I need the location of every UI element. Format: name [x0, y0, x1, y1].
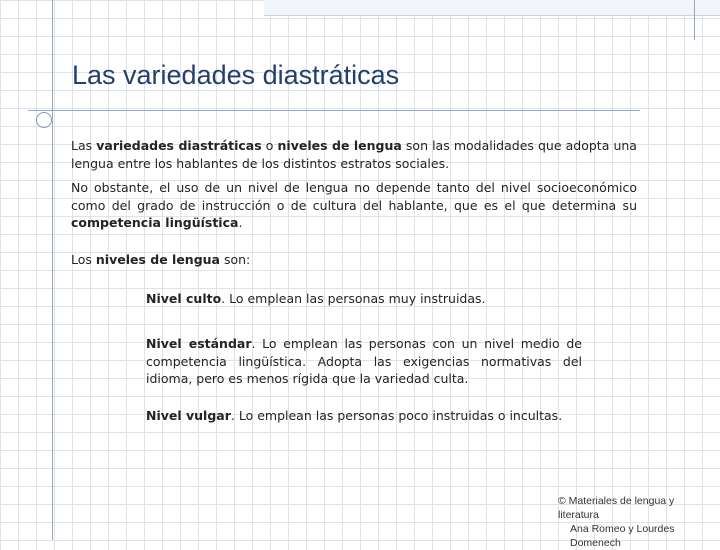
level-item-culto — [146, 290, 582, 308]
term-variedades-diastraticas: variedades diastráticas — [96, 138, 262, 153]
level-description: . Lo emplean las personas con un nivel medio de competencia lingüística. Adopta las exigencias normativas del idioma, pero es menos rígida que la variedad culta. — [146, 336, 582, 386]
term-competencia-linguistica: competencia lingüística — [71, 215, 239, 230]
right-vertical-rule — [694, 0, 695, 40]
paragraph-text: No obstante, el uso de un nivel de lengua no depende tanto del nivel socioeconómico como del grado de instrucción o de cultura del hablante, que es el que determina su — [71, 180, 637, 213]
title-underline-rule — [28, 110, 640, 111]
level-description: . Lo emplean las personas muy instruidas. — [221, 291, 486, 306]
level-item-estandar — [146, 335, 582, 388]
level-name: Nivel estándar — [146, 336, 252, 351]
left-vertical-rule — [52, 0, 53, 540]
paragraph-text: . — [238, 215, 243, 230]
paragraph-text: son las modalidades que adopta una lengua entre los hablantes de los distintos estratos sociales. — [71, 138, 637, 171]
term-niveles-de-lengua: niveles de lengua — [277, 138, 402, 153]
copyright-footer — [558, 494, 708, 550]
slide-title: Las variedades diastráticas — [72, 60, 400, 90]
paragraph-definition — [71, 137, 637, 172]
paragraph-competencia — [71, 179, 637, 232]
level-name: Nivel culto — [146, 291, 222, 306]
copyright-line: © Materiales de lengua y literatura — [558, 495, 675, 521]
level-name: Nivel vulgar — [146, 408, 231, 423]
paragraph-text: Las — [71, 138, 97, 153]
level-item-vulgar — [146, 407, 582, 425]
top-bar — [264, 0, 720, 16]
paragraph-text: Los — [71, 252, 96, 267]
level-description: . Lo emplean las personas poco instruidas o incultas. — [230, 408, 563, 423]
circle-marker-icon — [36, 112, 52, 128]
paragraph-niveles-intro — [71, 251, 637, 269]
copyright-authors: Ana Romeo y Lourdes Domenech — [570, 523, 675, 549]
term-niveles-de-lengua: niveles de lengua — [95, 252, 220, 267]
paragraph-text: o — [261, 138, 278, 153]
paragraph-text: son: — [219, 252, 251, 267]
